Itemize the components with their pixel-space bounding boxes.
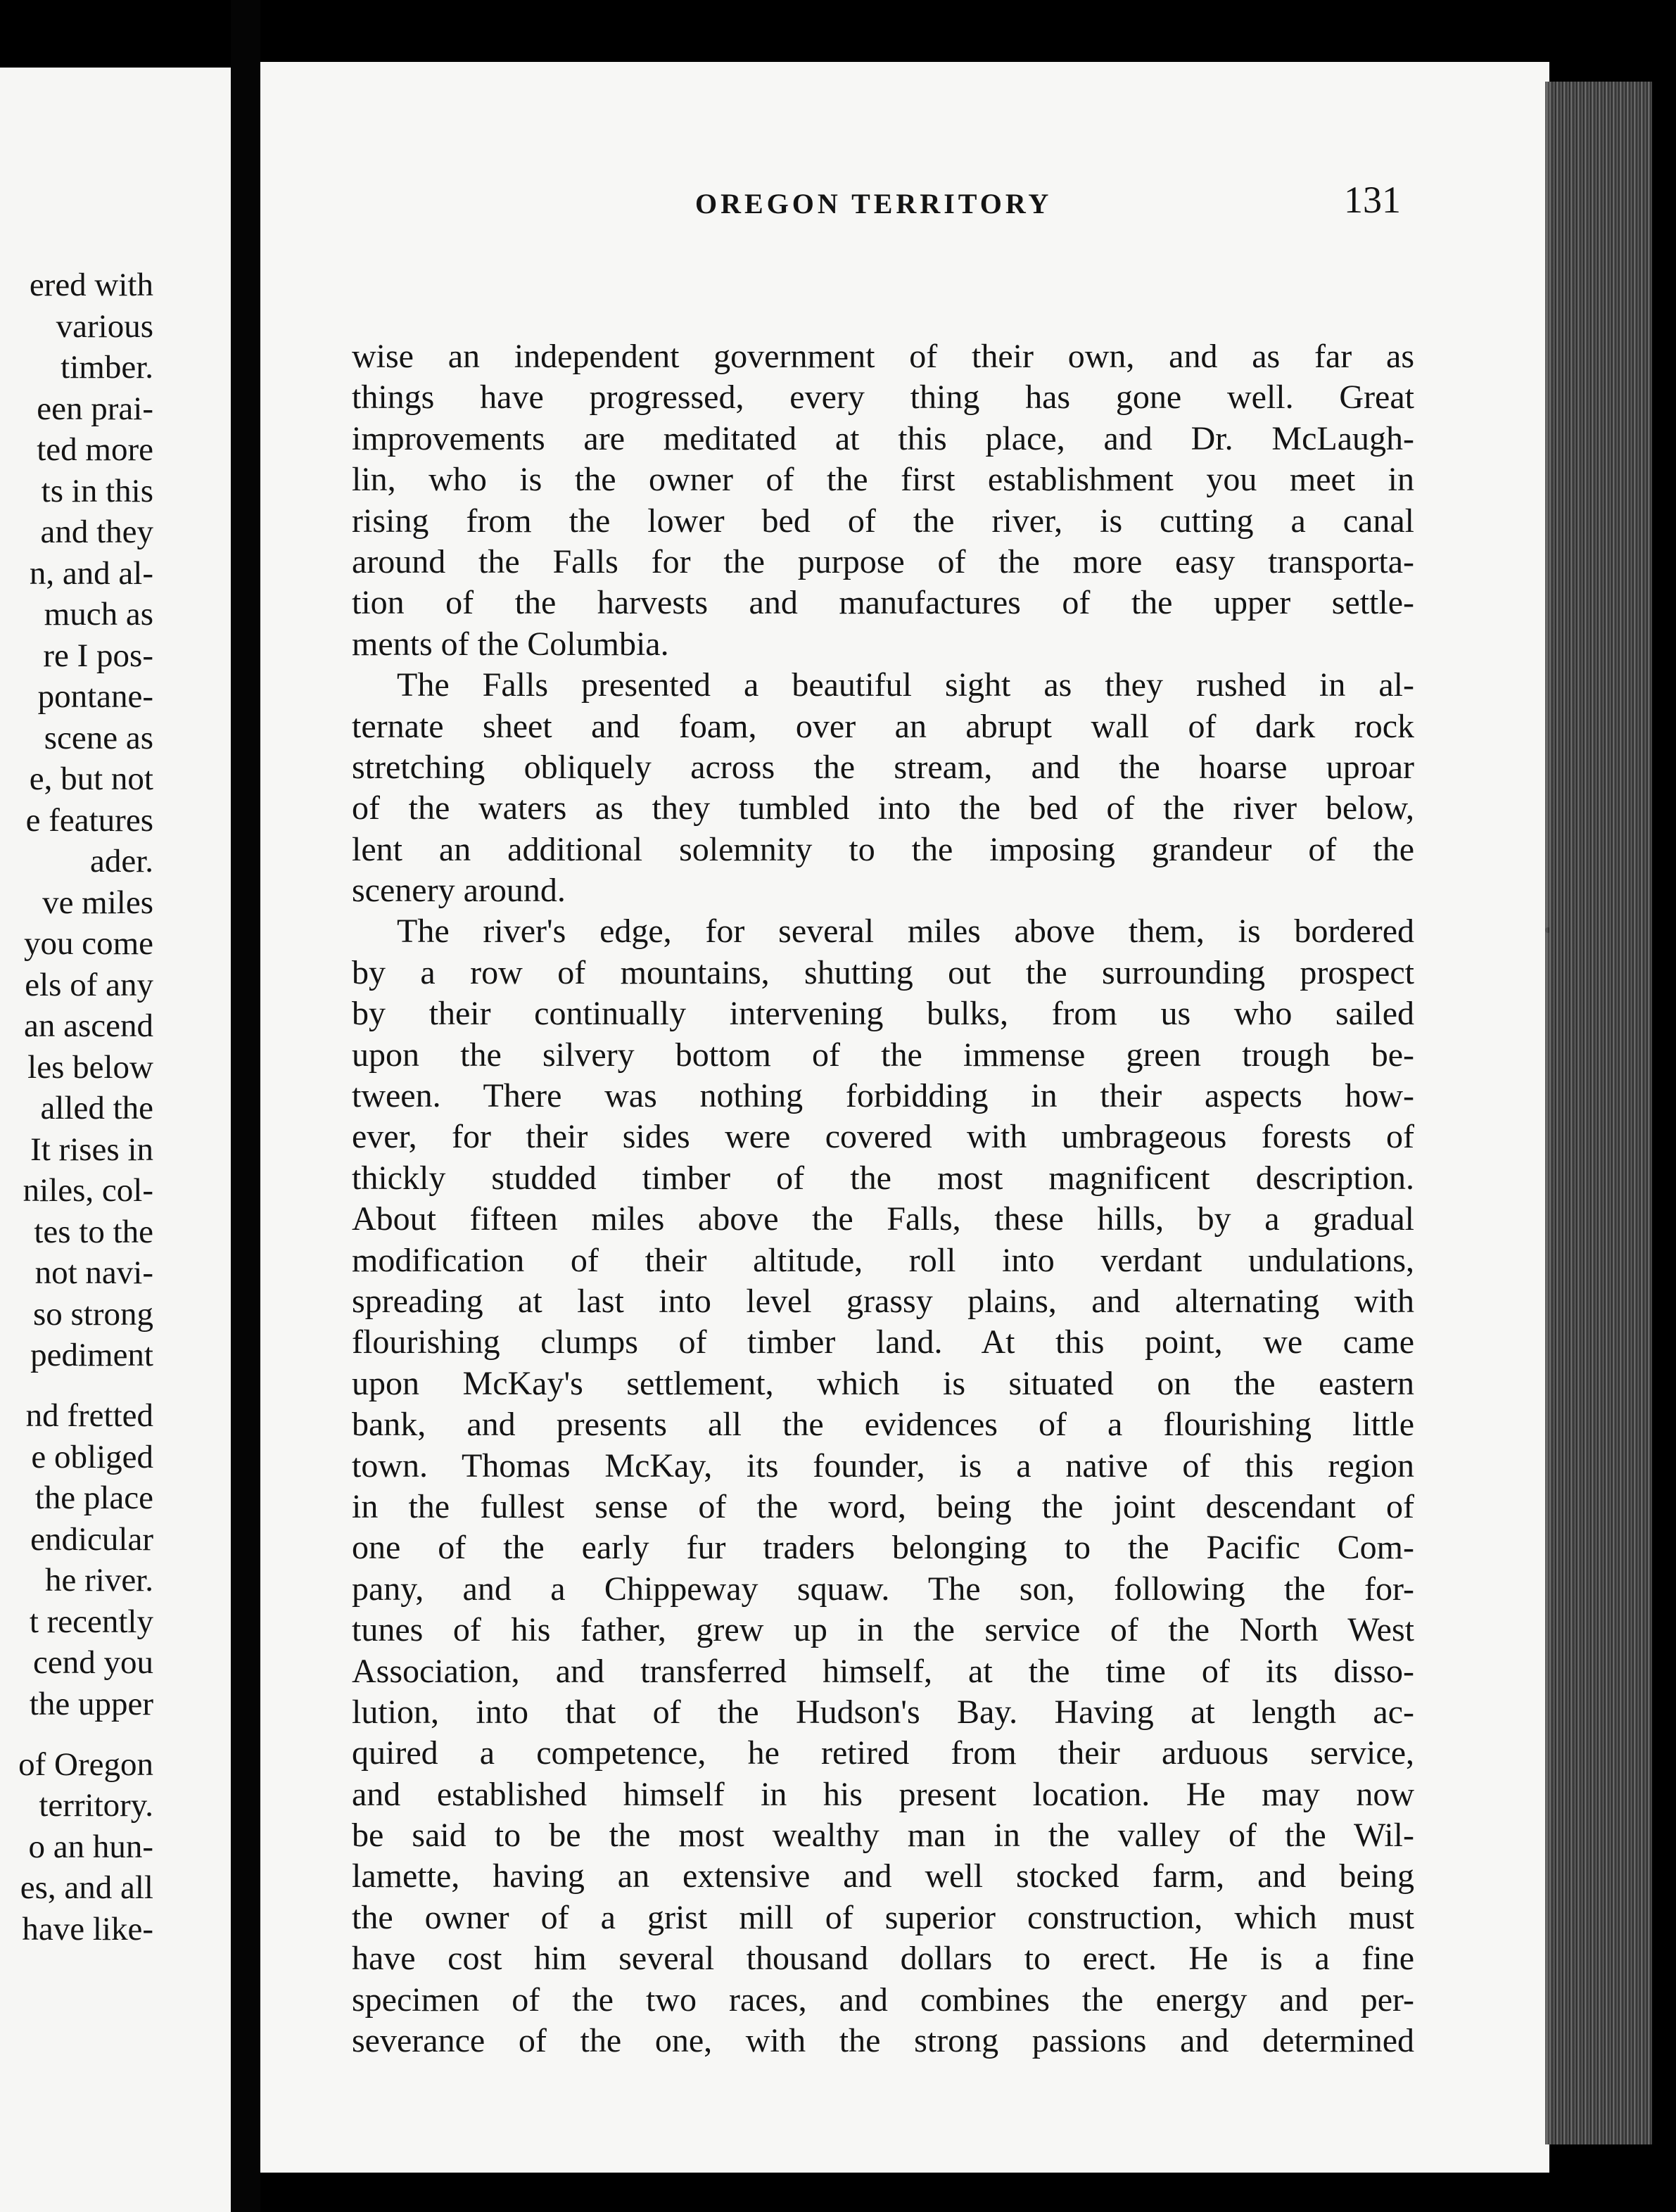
text-line: flourishing clumps of timber land. At this point, we came [352,1323,1414,1361]
facing-page-line: ader. [89,843,153,879]
running-head [260,179,1549,225]
facing-page-line: endicular [30,1520,153,1558]
facing-page-line: timber. [61,349,153,386]
book-gutter [231,0,260,2212]
facing-page-line: e features [25,801,153,839]
text-line: in the fullest sense of the word, being the joint descendant of [352,1487,1414,1525]
text-line: lent an additional solemnity to the imposing grandeur of the [352,830,1414,868]
text-line: upon McKay's settlement, which is situated on the eastern [352,1364,1414,1402]
book-page [260,62,1549,2173]
text-line: scenery around. [352,872,566,910]
page-edges [1545,82,1652,2144]
facing-page-line: pontane- [37,678,153,715]
text-line: The Falls presented a beautiful sight as they rushed in al- [397,666,1414,704]
facing-page-line: een prai- [37,390,153,427]
facing-page-line: It rises in [30,1131,153,1168]
text-line: be said to be the most wealthy man in the valley of the Wil- [352,1817,1414,1855]
facing-page-line: els of any [25,966,153,1003]
text-line: town. Thomas McKay, its founder, is a native of this region [352,1447,1414,1485]
text-line: improvements are meditated at this place, and Dr. McLaugh- [352,419,1414,457]
text-line: specimen of the two races, and combines the energy and per- [352,1981,1414,2019]
facing-page-line: much as [44,596,153,633]
facing-page-line: not navi- [34,1254,153,1291]
facing-page-line: you come [23,925,153,962]
facing-page-line: t recently [29,1603,153,1640]
page-number: 131 [1344,179,1401,221]
text-line: of the waters as they tumbled into the bed of the river below, [352,789,1414,827]
facing-page-line: the place [34,1480,153,1516]
facing-page-line: n, and al- [29,554,153,592]
facing-page-line: e, but not [29,761,153,797]
facing-page-line: pediment [30,1337,153,1373]
facing-page-line: scene as [44,719,153,756]
text-line: tion of the harvests and manufactures of the upper settle- [352,584,1414,622]
facing-page-line: so strong [32,1295,153,1333]
text-line: the owner of a grist mill of superior construction, which must [352,1898,1414,1936]
text-line: lin, who is the owner of the first establishment you meet in [352,461,1414,499]
facing-page-line: cend you [33,1644,153,1681]
text-line: modification of their altitude, roll into verdant undulations, [352,1241,1414,1279]
facing-page-line: the upper [29,1685,153,1722]
facing-page-line: various [56,307,153,345]
text-line: by their continually intervening bulks, from us who sailed [352,995,1414,1033]
facing-page-line: ted more [37,431,153,468]
facing-page-line: an ascend [24,1008,153,1044]
facing-page-line: les below [27,1048,153,1086]
text-line: tunes of his father, grew up in the service of the North West [352,1611,1414,1649]
text-line: have cost him several thousand dollars to erect. He is a fine [352,1940,1414,1978]
text-line: and established himself in his present location. He may now [352,1775,1414,1813]
text-line: tween. There was nothing forbidding in their aspects how- [352,1077,1414,1115]
facing-page-line: o an hun- [28,1828,153,1865]
facing-page-line: territory. [39,1787,153,1824]
facing-page-line: of Oregon [18,1746,153,1783]
text-line: thickly studded timber of the most magnificent description. [352,1159,1414,1197]
text-line: bank, and presents all the evidences of a flourishing little [352,1406,1414,1444]
text-line: Association, and transferred himself, at the time of its disso- [352,1652,1414,1690]
facing-page-fragment [0,68,231,2212]
text-line: pany, and a Chippeway squaw. The son, following the for- [352,1570,1414,1608]
text-line: quired a competence, he retired from their arduous service, [352,1734,1414,1772]
text-line: lution, into that of the Hudson's Bay. Having at length ac- [352,1693,1414,1731]
text-line: things have progressed, every thing has gone well. Great [352,379,1414,417]
facing-page-line: he river. [45,1562,153,1598]
facing-page-line: re I pos- [43,637,153,674]
running-title: OREGON TERRITORY [695,188,1053,220]
facing-page-line: and they [40,514,153,550]
text-line: spreading at last into level grassy plains, and alternating with [352,1282,1414,1320]
text-line: ternate sheet and foam, over an abrupt wall of dark rock [352,707,1414,745]
text-line: by a row of mountains, shutting out the surrounding prospect [352,953,1414,991]
text-line: ments of the Columbia. [352,625,669,663]
text-line: lamette, having an extensive and well stocked farm, and being [352,1857,1414,1895]
text-line: upon the silvery bottom of the immense green trough be- [352,1036,1414,1074]
facing-page-line: ered with [29,267,153,303]
facing-page-line: tes to the [34,1213,153,1250]
text-line: The river's edge, for several miles above them, is bordered [397,913,1414,951]
text-line: around the Falls for the purpose of the more easy transporta- [352,542,1414,580]
text-line: stretching obliquely across the stream, and the hoarse uproar [352,748,1414,786]
facing-page-line: e obliged [31,1438,153,1475]
facing-page-line: nd fretted [25,1397,153,1434]
facing-page-text [0,265,153,1950]
text-line: wise an independent government of their own, and as far as [352,338,1414,375]
facing-page-line: ts in this [41,472,153,509]
facing-page-line: niles, col- [23,1172,153,1209]
text-line: About fifteen miles above the Falls, these hills, by a gradual [352,1200,1414,1238]
text-line: severance of the one, with the strong passions and determined [352,2022,1414,2060]
facing-page-line: alled the [40,1090,153,1126]
text-line: ever, for their sides were covered with umbrageous forests of [352,1118,1414,1156]
facing-page-line: es, and all [20,1869,153,1906]
text-line: rising from the lower bed of the river, is cutting a canal [352,502,1414,540]
text-line: one of the early fur traders belonging to the Pacific Com- [352,1529,1414,1567]
facing-page-line: ve miles [42,884,153,921]
facing-page-line: have like- [22,1910,153,1947]
body-text [352,336,1414,2061]
